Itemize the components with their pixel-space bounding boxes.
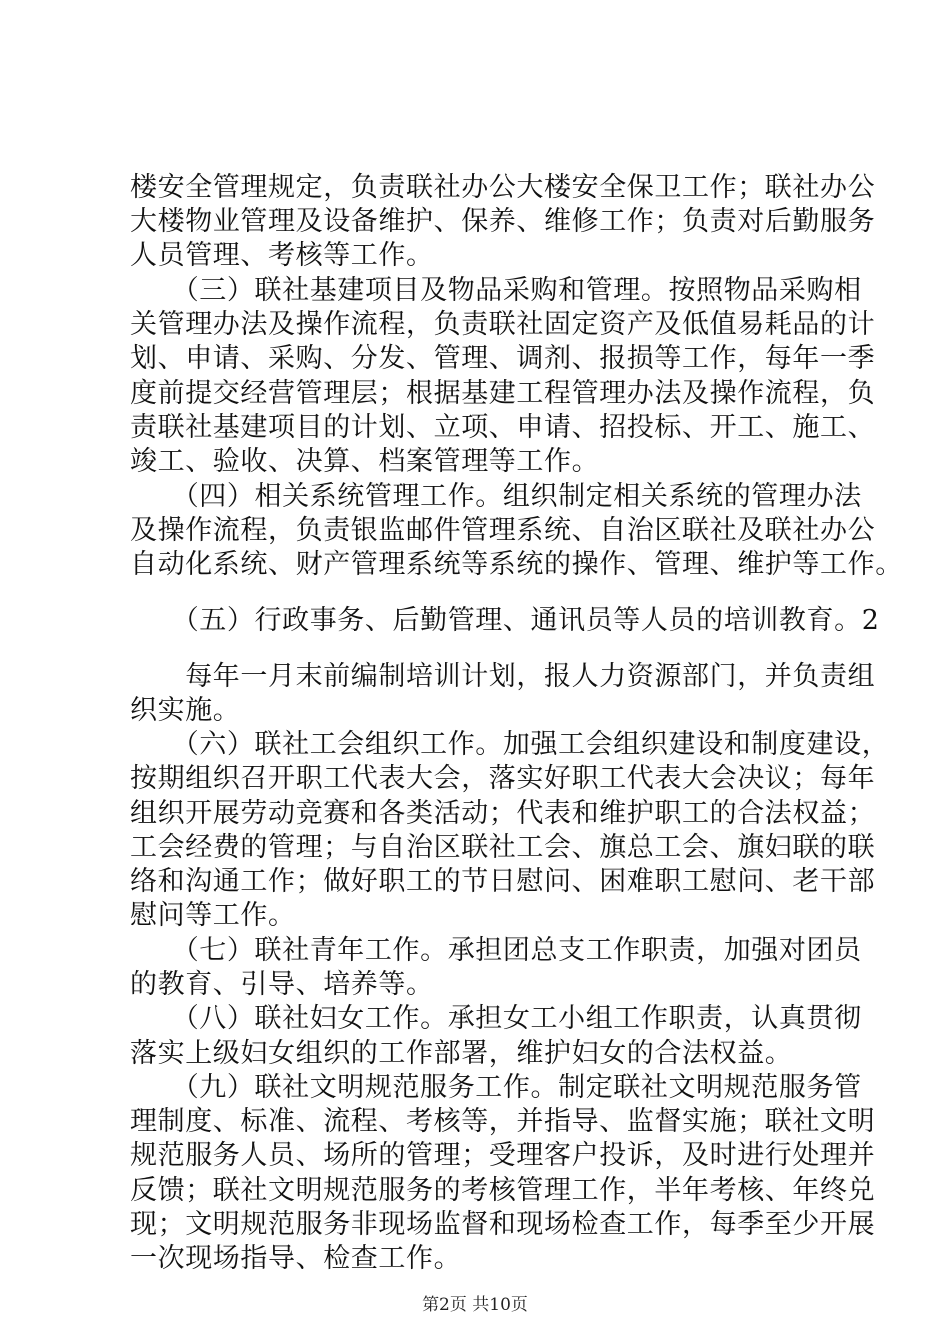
body-line: 大楼物业管理及设备维护、保养、维修工作；负责对后勤服务	[130, 206, 876, 237]
body-line: （九）联社文明规范服务工作。制定联社文明规范服务管	[130, 1072, 862, 1103]
body-line: 一次现场指导、检查工作。	[130, 1243, 462, 1274]
body-line: 关管理办法及操作流程，负责联社固定资产及低值易耗品的计	[130, 309, 876, 340]
body-line: 织实施。	[130, 695, 241, 726]
page-footer: 第2页 共10页	[422, 1295, 528, 1315]
body-line: （八）联社妇女工作。承担女工小组工作职责，认真贯彻	[130, 1003, 862, 1034]
body-line: 落实上级妇女组织的工作部署，维护妇女的合法权益。	[130, 1038, 793, 1069]
body-line: 每年一月末前编制培训计划，报人力资源部门，并负责组	[130, 661, 876, 692]
body-line: （七）联社青年工作。承担团总支工作职责，加强对团员	[130, 935, 862, 966]
body-line: 楼安全管理规定，负责联社办公大楼安全保卫工作；联社办公	[130, 172, 876, 203]
body-line: 理制度、标准、流程、考核等，并指导、监督实施；联社文明	[130, 1106, 876, 1137]
body-line: 竣工、验收、决算、档案管理等工作。	[130, 446, 600, 477]
body-line: 划、申请、采购、分发、管理、调剂、报损等工作，每年一季	[130, 343, 876, 374]
body-line: 及操作流程，负责银监邮件管理系统、自治区联社及联社办公	[130, 515, 876, 546]
body-line: 按期组织召开职工代表大会，落实好职工代表大会决议；每年	[130, 763, 876, 794]
body-line: 现；文明规范服务非现场监督和现场检查工作，每季至少开展	[130, 1209, 876, 1240]
body-line: （三）联社基建项目及物品采购和管理。按照物品采购相	[130, 275, 862, 306]
body-line: （六）联社工会组织工作。加强工会组织建设和制度建设，	[130, 729, 890, 760]
body-line: 反馈；联社文明规范服务的考核管理工作，半年考核、年终兑	[130, 1175, 876, 1206]
body-line: 络和沟通工作；做好职工的节日慰问、困难职工慰问、老干部	[130, 866, 876, 897]
body-line: 的教育、引导、培养等。	[130, 969, 434, 1000]
body-line: 慰问等工作。	[130, 900, 296, 931]
body-line: 工会经费的管理；与自治区联社工会、旗总工会、旗妇联的联	[130, 832, 876, 863]
body-line: 人员管理、考核等工作。	[130, 240, 434, 271]
body-line: 规范服务人员、场所的管理；受理客户投诉，及时进行处理并	[130, 1140, 876, 1171]
body-line: 责联社基建项目的计划、立项、申请、招投标、开工、施工、	[130, 412, 876, 443]
body-line: （四）相关系统管理工作。组织制定相关系统的管理办法	[130, 481, 862, 512]
body-line: 组织开展劳动竞赛和各类活动；代表和维护职工的合法权益；	[130, 798, 876, 829]
body-line: （五）行政事务、后勤管理、通讯员等人员的培训教育。2	[130, 605, 880, 636]
body-line: 度前提交经营管理层；根据基建工程管理办法及操作流程，负	[130, 378, 876, 409]
body-line: 自动化系统、财产管理系统等系统的操作、管理、维护等工作。	[130, 549, 903, 580]
